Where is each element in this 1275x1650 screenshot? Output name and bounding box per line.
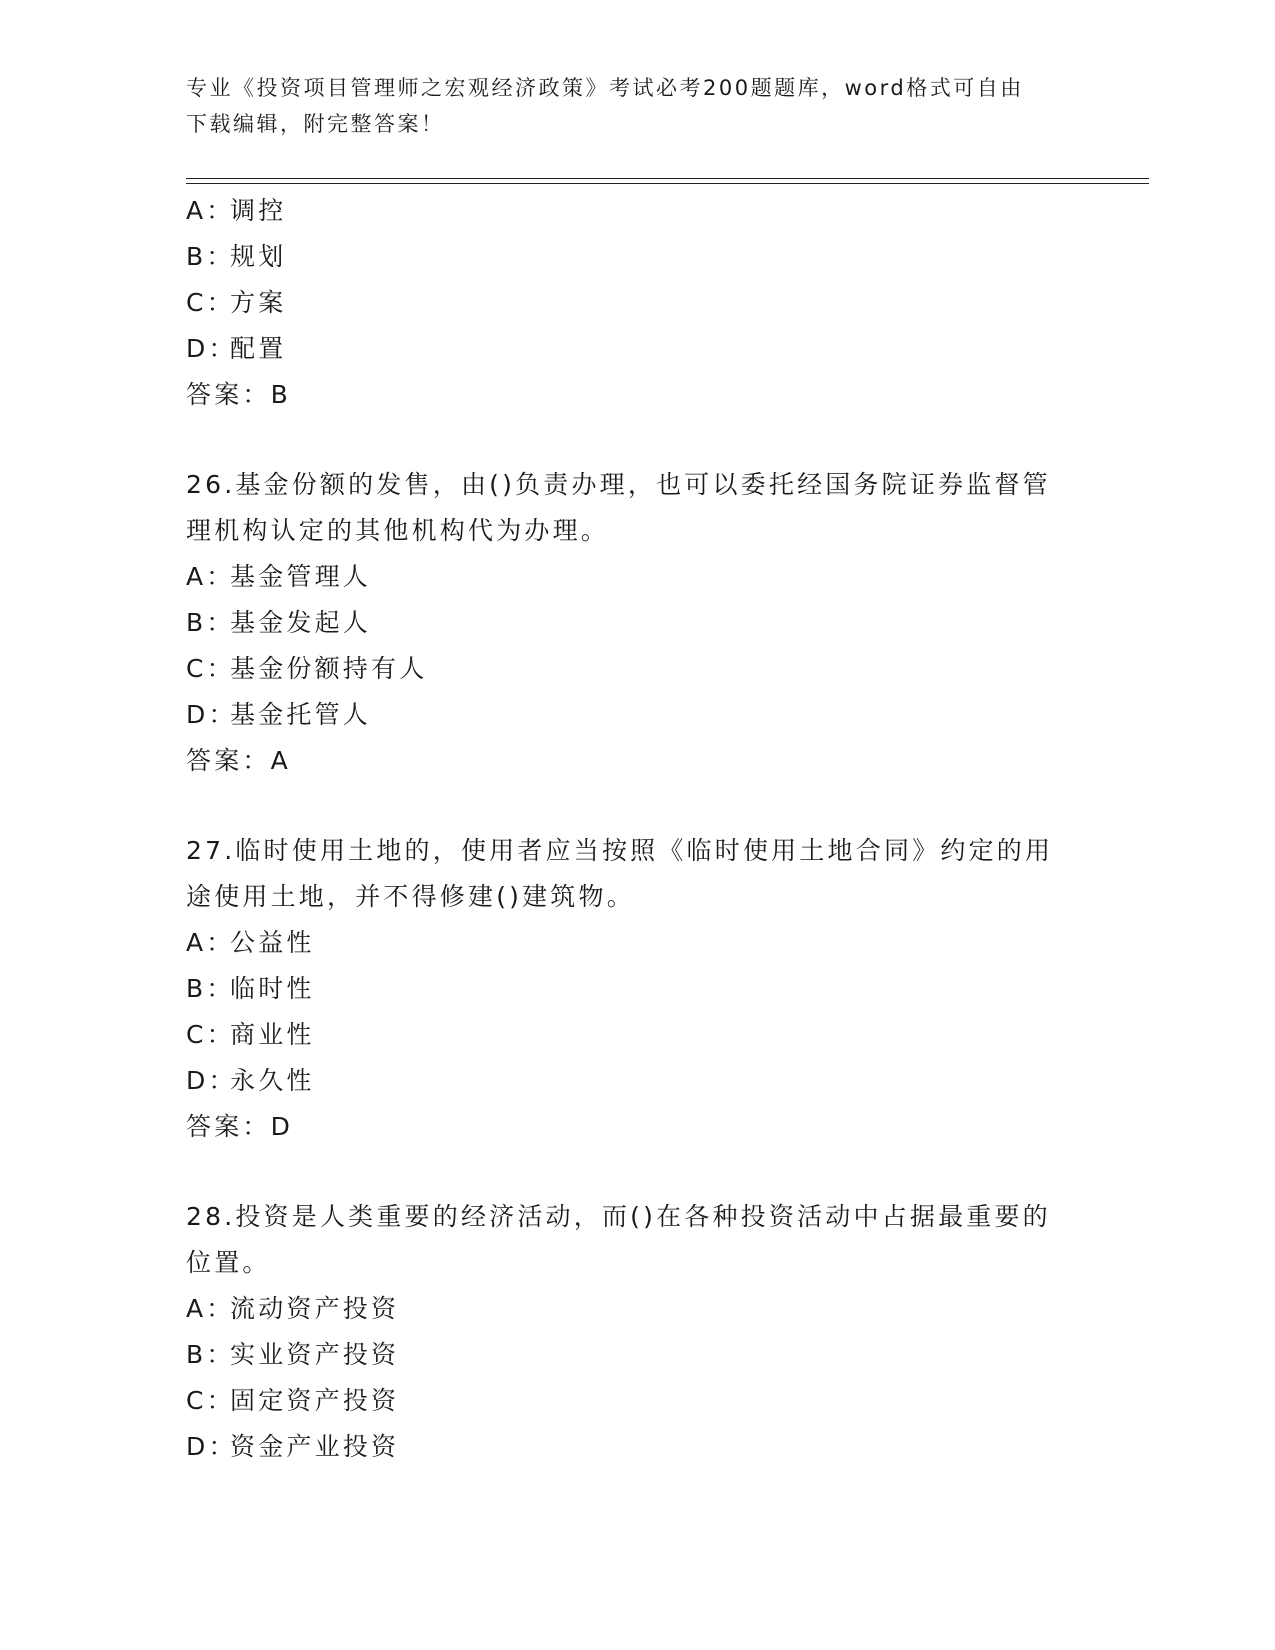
- question-26: [186, 462, 1086, 784]
- option-letter: D：: [186, 1066, 237, 1095]
- option-b: [186, 966, 1086, 1012]
- question-text-line-2: 理机构认定的其他机构代为办理。: [186, 516, 610, 545]
- option-c: [186, 1012, 1086, 1058]
- document-header: [186, 70, 1086, 142]
- option-text: 基金发起人: [230, 608, 372, 637]
- prev-question-block: [186, 188, 1086, 418]
- option-letter: A：: [186, 562, 235, 591]
- option-text: 实业资产投资: [230, 1340, 400, 1369]
- option-text: 固定资产投资: [230, 1386, 400, 1415]
- option-letter: A：: [186, 928, 235, 957]
- option-text: 基金管理人: [230, 562, 372, 591]
- option-text: 方案: [230, 288, 287, 317]
- option-a: [186, 554, 1086, 600]
- option-letter: C：: [186, 1020, 235, 1049]
- option-c: [186, 1378, 1086, 1424]
- question-text-line-2: 位置。: [186, 1248, 271, 1277]
- option-text: 资金产业投资: [230, 1432, 400, 1461]
- option-c: [186, 646, 1086, 692]
- option-c: [186, 280, 1086, 326]
- option-text: 流动资产投资: [230, 1294, 400, 1323]
- question-text-line-1: 26.基金份额的发售，由()负责办理，也可以委托经国务院证券监督管: [186, 470, 1051, 499]
- option-text: 公益性: [230, 928, 315, 957]
- option-a: [186, 920, 1086, 966]
- option-letter: D：: [186, 1432, 237, 1461]
- question-28: [186, 1194, 1086, 1470]
- option-text: 配置: [230, 334, 287, 363]
- option-letter: C：: [186, 1386, 235, 1415]
- question-text-line-1: 27.临时使用土地的，使用者应当按照《临时使用土地合同》约定的用: [186, 836, 1054, 865]
- option-text: 商业性: [230, 1020, 315, 1049]
- option-letter: B：: [186, 608, 235, 637]
- option-b: [186, 234, 1086, 280]
- option-letter: A：: [186, 1294, 235, 1323]
- option-text: 永久性: [230, 1066, 315, 1095]
- question-text-line-1: 28.投资是人类重要的经济活动，而()在各种投资活动中占据最重要的: [186, 1202, 1051, 1231]
- option-letter: D：: [186, 334, 237, 363]
- option-text: 临时性: [230, 974, 315, 1003]
- option-letter: D：: [186, 700, 237, 729]
- answer-line: 答案：D: [186, 1112, 294, 1141]
- option-d: [186, 692, 1086, 738]
- header-divider-top: [186, 178, 1149, 179]
- answer-line: 答案：A: [186, 746, 291, 775]
- option-a: [186, 188, 1086, 234]
- option-b: [186, 1332, 1086, 1378]
- option-text: 规划: [230, 242, 287, 271]
- answer-line: 答案：B: [186, 380, 291, 409]
- option-d: [186, 1058, 1086, 1104]
- option-text: 调控: [230, 196, 287, 225]
- option-letter: B：: [186, 1340, 235, 1369]
- option-b: [186, 600, 1086, 646]
- option-a: [186, 1286, 1086, 1332]
- option-text: 基金托管人: [230, 700, 372, 729]
- question-list: [186, 188, 1086, 1470]
- header-line-1: 专业《投资项目管理师之宏观经济政策》考试必考200题题库，word格式可自由: [186, 76, 1024, 100]
- question-text-line-2: 途使用土地，并不得修建()建筑物。: [186, 882, 635, 911]
- question-27: [186, 828, 1086, 1150]
- option-letter: B：: [186, 242, 235, 271]
- option-d: [186, 1424, 1086, 1470]
- option-letter: C：: [186, 288, 235, 317]
- option-d: [186, 326, 1086, 372]
- option-letter: B：: [186, 974, 235, 1003]
- header-divider-bottom: [186, 183, 1149, 184]
- header-line-2: 下载编辑，附完整答案！: [186, 112, 445, 136]
- option-text: 基金份额持有人: [230, 654, 428, 683]
- option-letter: C：: [186, 654, 235, 683]
- option-letter: A：: [186, 196, 235, 225]
